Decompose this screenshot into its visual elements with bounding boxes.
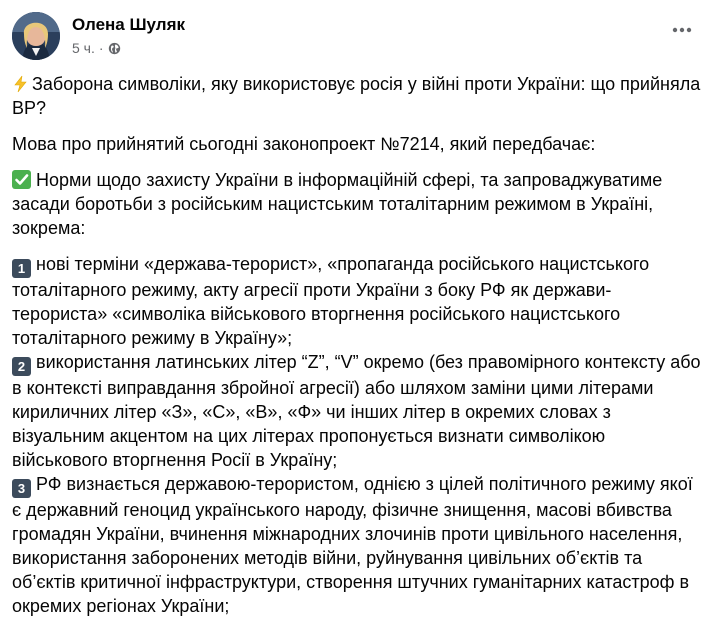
post-summary: Норми щодо захисту України в інформаційній сфері, та запроваджуватиме засади боротьби з російським нацистським тоталітарним режимом в Україні, зокрема: xyxy=(12,170,663,238)
meta-separator: · xyxy=(98,40,104,56)
list-item xyxy=(12,252,702,350)
post-title-paragraph xyxy=(12,72,702,120)
list-item-text: нові терміни «держава-терорист», «пропаганда російського нацистського тоталітарного режиму, акту агресії проти України з боку РФ як держави-терориста» «символіка військового вторгнення російського нацистського тоталітарного режиму в Україну»; xyxy=(12,254,650,348)
post-intro: Мова про прийнятий сьогодні законопроект №7214, який передбачає: xyxy=(12,134,596,154)
check-mark-emoji xyxy=(12,170,31,189)
list-item xyxy=(12,472,702,618)
post-summary-paragraph xyxy=(12,168,702,240)
keycap-3-emoji: 3 xyxy=(12,479,31,498)
post-header xyxy=(12,12,700,60)
list-item-text: РФ визнається державою-терористом, однією з цілей політичного режиму якої є державний геноцид українського народу, фізичне знищення, масові вбивства громадян України, вчинення міжнародних злочинів проти цивільного населення, використання заборонених методів війни, руйнування цивільних об’єктів та об’єктів критичної інфраструктури, створення штучних гуманітарних катастроф в окремих регіонах України; xyxy=(12,474,693,616)
lightning-emoji xyxy=(12,75,30,93)
list-item xyxy=(12,350,702,472)
more-options-button[interactable] xyxy=(664,18,700,42)
post-content xyxy=(12,72,702,618)
post-time[interactable]: 5 ч. xyxy=(72,40,95,56)
avatar[interactable] xyxy=(12,12,60,60)
post-title: Заборона символіки, яку використовує росія у війні проти України: що прийняла ВР? xyxy=(12,74,701,118)
list-item-text: використання латинських літер “Z”, “V” окремо (без правомірного контексту або в контексті виправдання збройної агресії) або шляхом заміни цими літерами кириличних літер «З», «С», «В», «Ф» чи інших літер в окремих словах з візуальним акцентом на цих літерах пропонується визнати символікою військового вторгнення Росії в Україну; xyxy=(12,352,701,470)
keycap-1-emoji: 1 xyxy=(12,259,31,278)
keycap-2-emoji: 2 xyxy=(12,357,31,376)
more-horizontal-icon xyxy=(672,27,692,33)
avatar-image xyxy=(12,12,60,60)
globe-icon xyxy=(108,42,121,55)
post-meta xyxy=(72,40,121,56)
author-name[interactable]: Олена Шуляк xyxy=(72,15,186,34)
